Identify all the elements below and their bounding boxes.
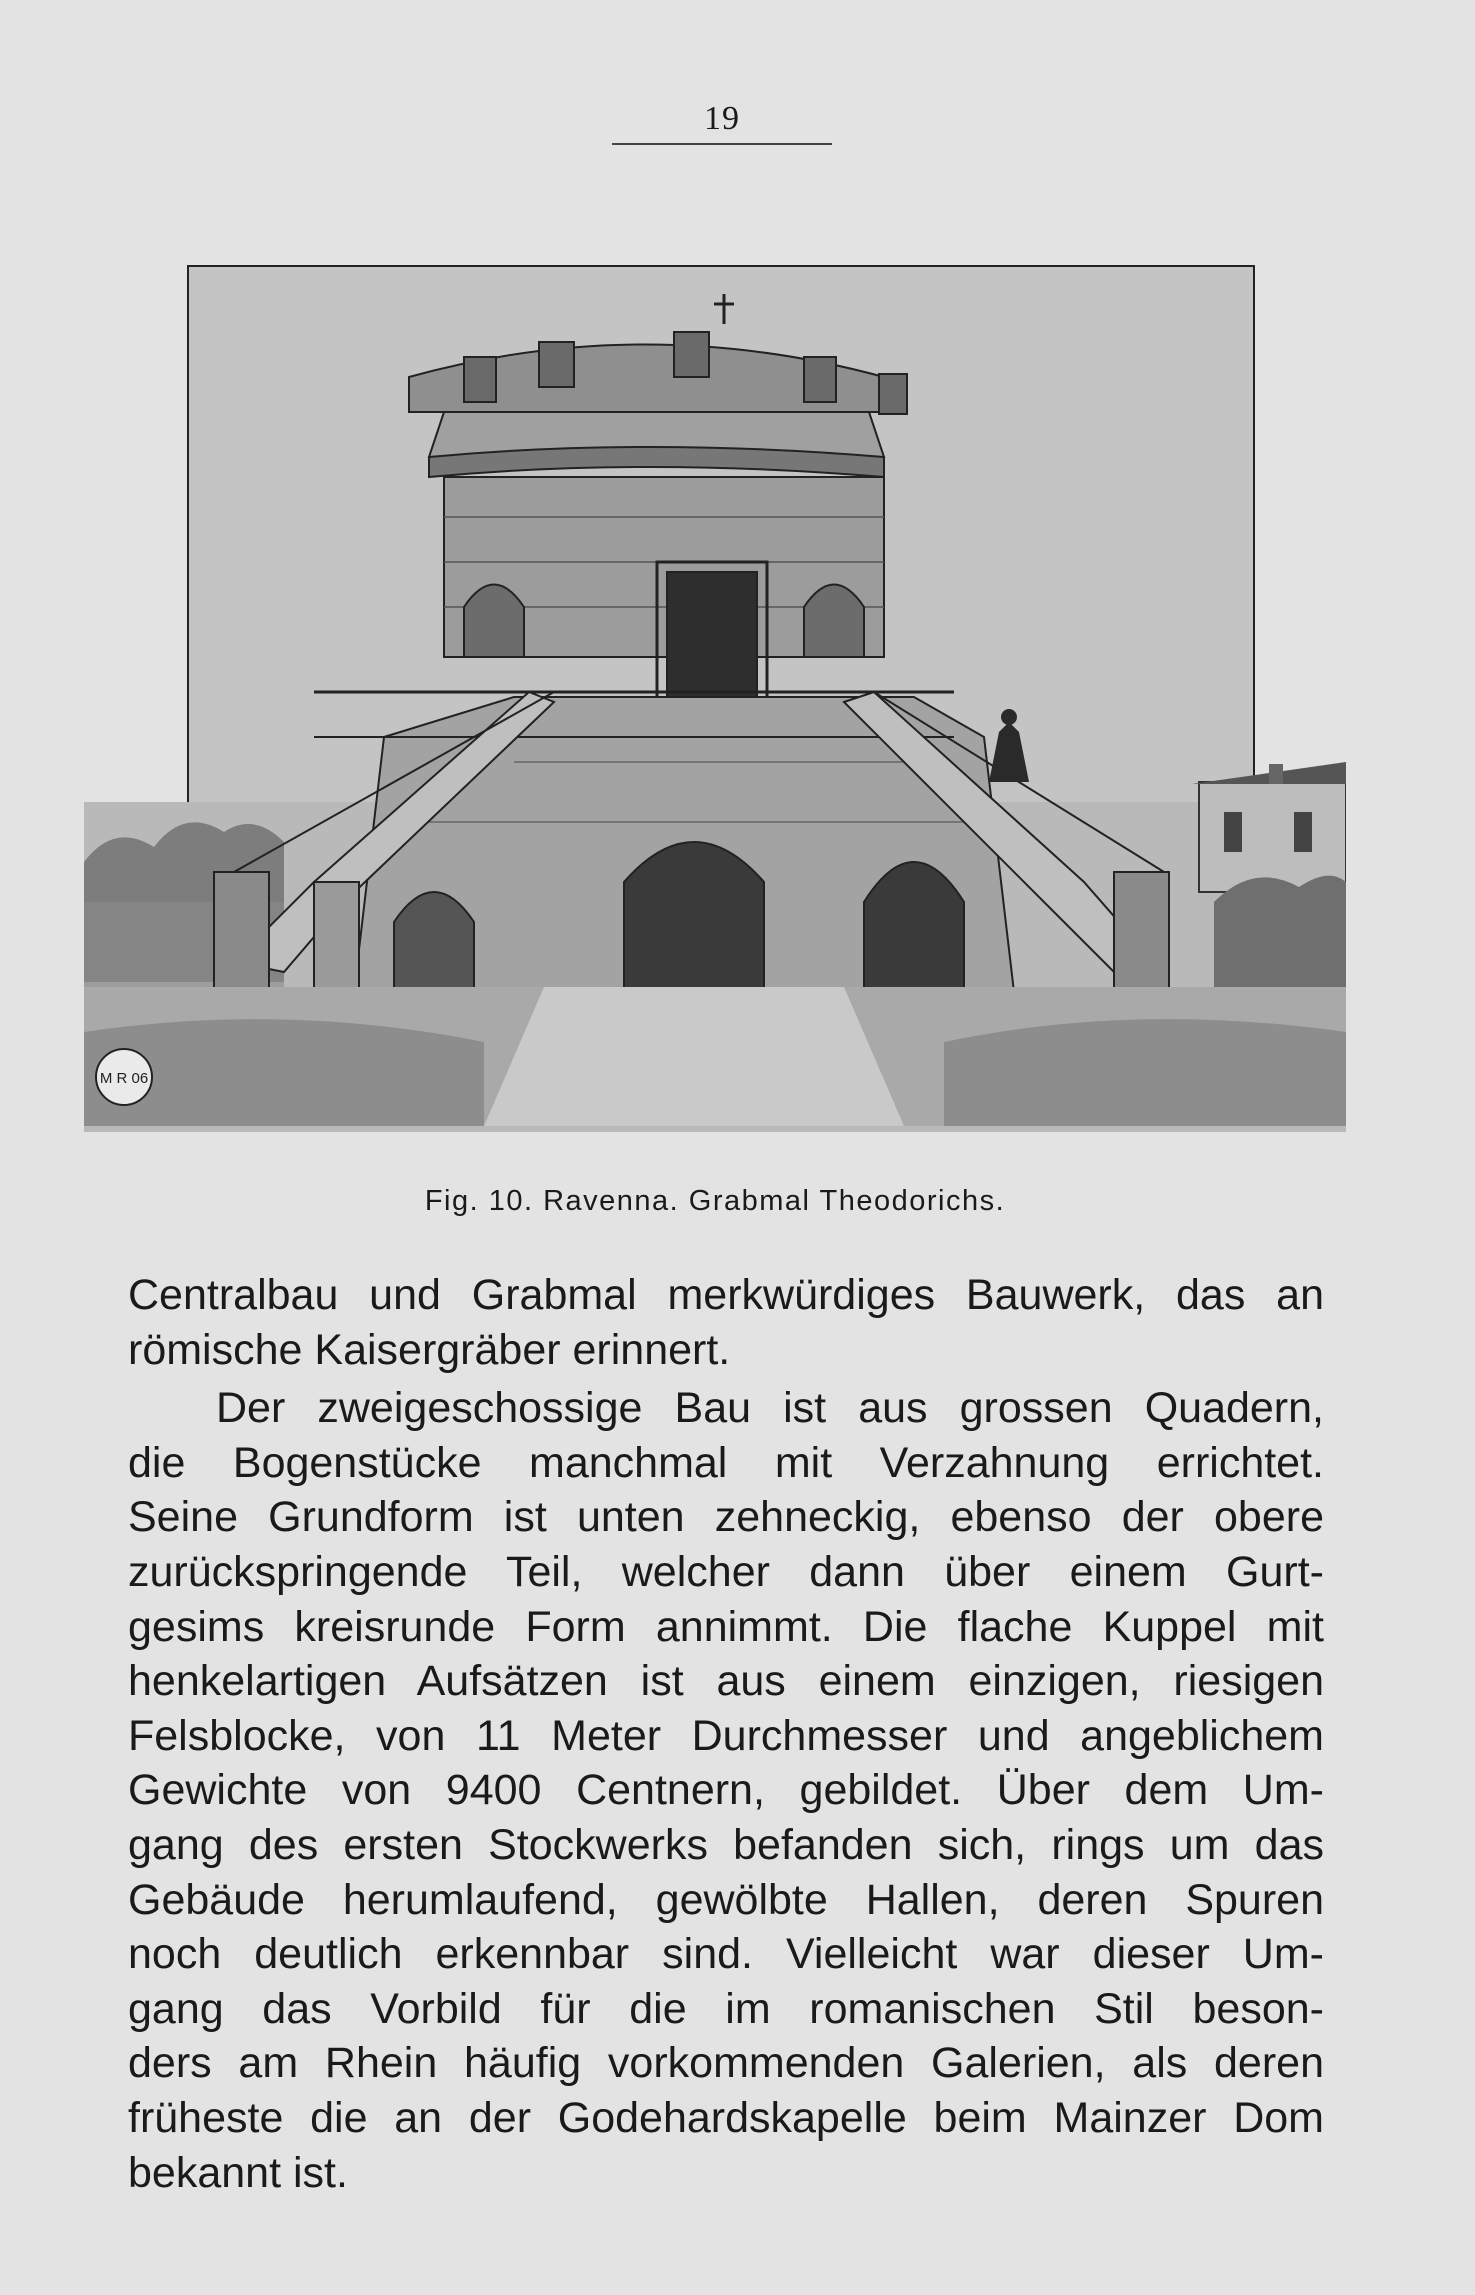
- text-line: gang das Vorbild für die im romanischen Stil beson-: [128, 1984, 1324, 2033]
- text-line: noch deutlich erkennbar sind. Vielleicht war dieser Um-: [128, 1930, 1324, 1979]
- text-line: Der zweigeschossige Bau ist aus grossen Quadern,: [216, 1384, 1324, 1433]
- figure-caption: Fig. 10. Ravenna. Grabmal Theodorichs.: [424, 1185, 1006, 1217]
- text-line: gesims kreisrunde Form annimmt. Die flache Kuppel mit: [128, 1602, 1324, 1651]
- house-right: [1192, 762, 1346, 892]
- figure-theodoric-mausoleum: [84, 262, 1346, 1135]
- text-line: Centralbau und Grabmal merkwürdiges Bauwerk, das an: [128, 1271, 1324, 1319]
- text-line: zurückspringende Teil, welcher dann über einem Gurt-: [128, 1547, 1324, 1596]
- text-line: ders am Rhein häufig vorkommenden Galerien, als deren: [128, 2039, 1324, 2088]
- arch-right: [864, 862, 964, 992]
- text-line: römische Kaisergräber erinnert.: [128, 1325, 731, 1374]
- text-line: Felsblocke, von 11 Meter Durchmesser und angeblichem: [128, 1711, 1324, 1760]
- text-line: die Bogenstücke manchmal mit Verzahnung errichtet.: [128, 1438, 1324, 1487]
- text-line: früheste die an der Godehardskapelle beim Mainzer Dom: [128, 2093, 1324, 2142]
- publisher-stamp: [96, 1049, 152, 1105]
- text-line: henkelartigen Aufsätzen ist aus einem einzigen, riesigen: [128, 1657, 1324, 1706]
- text-line: Gewichte von 9400 Centnern, gebildet. Über dem Um-: [128, 1766, 1324, 1815]
- page-number-rule: [612, 143, 832, 145]
- upper-door: [667, 572, 757, 702]
- body-text: [128, 1268, 1324, 2200]
- arch-center: [624, 842, 764, 992]
- paragraph: [128, 1268, 1324, 1377]
- text-line: bekannt ist.: [128, 2148, 348, 2197]
- text-line: Seine Grundform ist unten zehneckig, ebenso der obere: [128, 1493, 1324, 1542]
- svg-text:M R 06: M R 06: [99, 1070, 149, 1087]
- text-line: Gebäude herumlaufend, gewölbte Hallen, deren Spuren: [128, 1875, 1324, 1924]
- text-line: gang des ersten Stockwerks befanden sich, rings um das: [128, 1820, 1324, 1869]
- paragraph: [128, 1381, 1324, 2200]
- page-number: 19: [704, 100, 740, 137]
